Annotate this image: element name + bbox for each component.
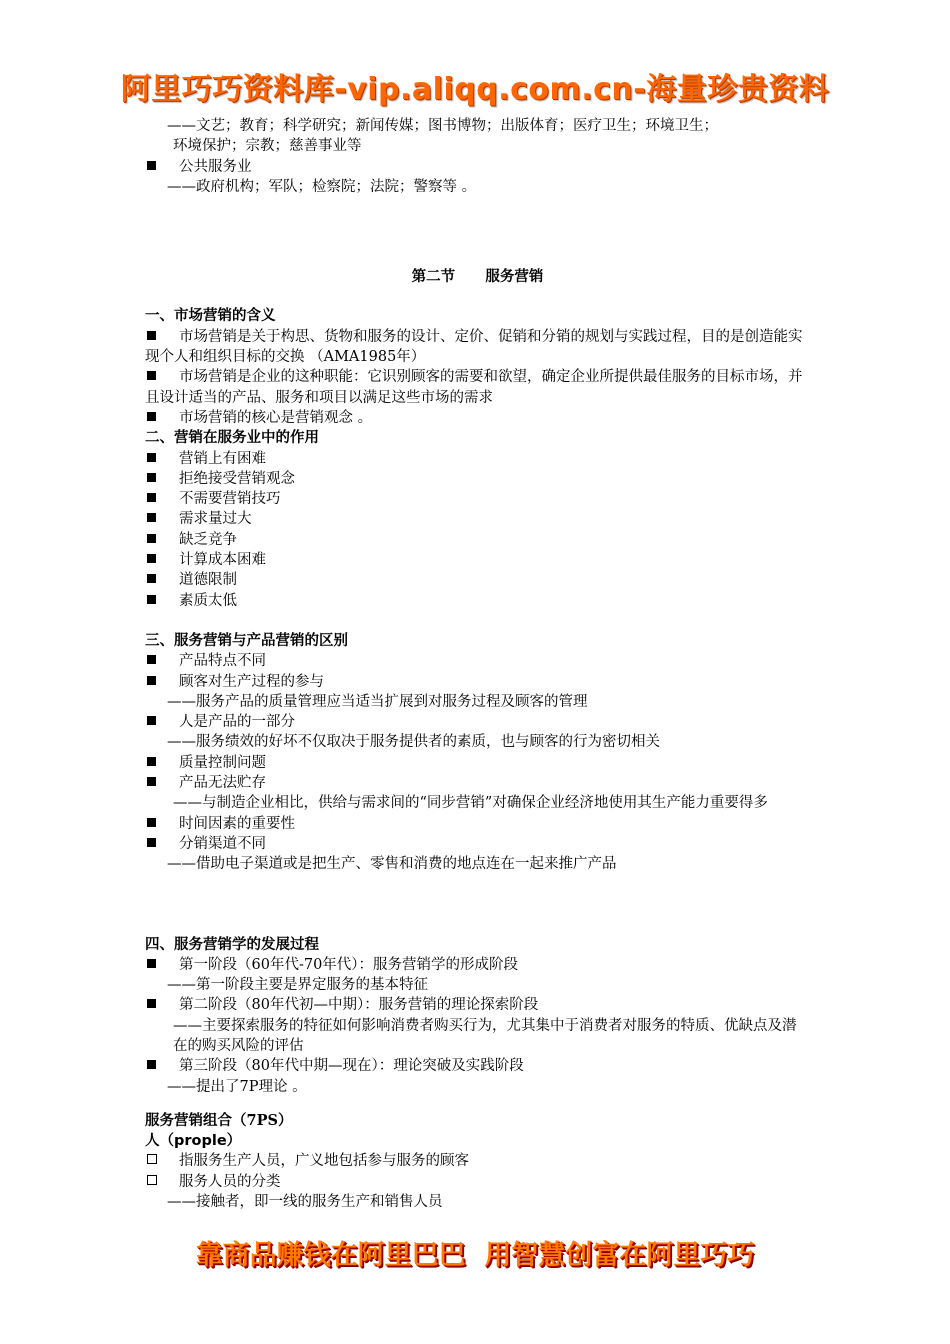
bullet-icon — [145, 712, 179, 732]
text-line: ——接触者，即一线的服务生产和销售人员 — [167, 1194, 443, 1211]
list-item: 产品特点不同 — [145, 651, 810, 671]
bullet-icon — [145, 449, 179, 469]
list-item: 素质太低 — [145, 591, 810, 611]
list-item: 不需要营销技巧 — [145, 489, 810, 509]
bullet-icon — [145, 834, 179, 854]
list-item: 指服务生产人员，广义地包括参与服务的顾客 — [145, 1151, 810, 1171]
list-item: 时间因素的重要性 — [145, 814, 810, 834]
text-line: ——第一阶段主要是界定服务的基本特征 — [167, 977, 428, 994]
list-item: 道德限制 — [145, 570, 810, 590]
text-line: 环境保护；宗教；慈善事业等 — [173, 138, 362, 155]
list-item: 第三阶段（80年代中期—现在）：理论突破及实践阶段 — [145, 1056, 810, 1076]
list-item: 公共服务业 — [145, 157, 810, 177]
text-line: ——借助电子渠道或是把生产、零售和消费的地点连在一起来推广产品 — [167, 856, 617, 873]
bullet-icon — [145, 591, 179, 611]
checkbox-bullet-icon — [145, 1151, 179, 1171]
footer-banner: 靠商品赚钱在阿里巴巴 用智慧创富在阿里巧巧 — [195, 1240, 755, 1271]
header-banner: 阿里巧巧资料库-vip.aliqq.com.cn-海量珍贵资料 — [120, 72, 830, 107]
section-heading: 一、市场营销的含义 — [145, 307, 276, 325]
list-item: 计算成本困难 — [145, 550, 810, 570]
sub-heading: 人（prople） — [145, 1133, 242, 1150]
section-heading: 服务营销组合（7PS） — [145, 1111, 293, 1129]
bullet-icon — [145, 570, 179, 590]
text-line: ——主要探索服务的特征如何影响消费者购买行为，尤其集中于消费者对服务的特质、优缺点及潜在的购买风险的评估 — [173, 1017, 797, 1054]
text-line: ——文艺；教育；科学研究；新闻传媒；图书博物；出版体育；医疗卫生；环境卫生； — [167, 118, 718, 134]
checkbox-bullet-icon — [145, 1172, 179, 1192]
text-line: ——服务产品的质量管理应当适当扩展到对服务过程及顾客的管理 — [167, 693, 588, 710]
list-item: 拒绝接受营销观念 — [145, 469, 810, 489]
bullet-icon — [145, 753, 179, 773]
bullet-icon — [145, 550, 179, 570]
bullet-icon — [145, 530, 179, 550]
list-item: 服务人员的分类 — [145, 1172, 810, 1192]
list-item: 产品无法贮存 — [145, 773, 810, 793]
list-item: 第一阶段（60年代-70年代）：服务营销学的形成阶段 — [145, 955, 810, 975]
bullet-icon — [145, 672, 179, 692]
list-item: 营销上有困难 — [145, 449, 810, 469]
bullet-icon — [145, 995, 179, 1015]
bullet-icon — [145, 367, 179, 387]
list-item: 第二阶段（80年代初—中期）：服务营销的理论探索阶段 — [145, 995, 810, 1015]
list-item: 质量控制问题 — [145, 753, 810, 773]
bullet-icon — [145, 408, 179, 428]
text-line: ——政府机构；军队；检察院；法院；警察等 。 — [167, 178, 477, 195]
bullet-icon — [145, 489, 179, 509]
bullet-icon — [145, 509, 179, 529]
document-body — [145, 116, 810, 1212]
list-item: 人是产品的一部分 — [145, 712, 810, 732]
list-item: 缺乏竞争 — [145, 530, 810, 550]
text-line: ——与制造企业相比，供给与需求间的“同步营销”对确保企业经济地使用其生产能力重要得多 — [173, 795, 768, 812]
section-heading: 三、服务营销与产品营销的区别 — [145, 631, 348, 649]
bullet-icon — [145, 1056, 179, 1076]
bullet-icon — [145, 327, 179, 347]
section-heading: 四、服务营销学的发展过程 — [145, 935, 319, 953]
bullet-icon — [145, 157, 179, 177]
list-item: 市场营销是企业的这种职能：它识别顾客的需要和欲望，确定企业所提供最佳服务的目标市场，并且设计适当的产品、服务和项目以满足这些市场的需求 — [145, 369, 803, 406]
section-title: 第二节 服务营销 — [411, 268, 544, 286]
text-line: ——提出了7P理论 。 — [167, 1078, 307, 1095]
bullet-icon — [145, 814, 179, 834]
bullet-icon — [145, 469, 179, 489]
section-heading: 二、营销在服务业中的作用 — [145, 429, 319, 447]
list-item: 需求量过大 — [145, 509, 810, 529]
text-line: ——服务绩效的好坏不仅取决于服务提供者的素质，也与顾客的行为密切相关 — [167, 734, 660, 751]
list-item: 顾客对生产过程的参与 — [145, 672, 810, 692]
list-item: 分销渠道不同 — [145, 834, 810, 854]
bullet-icon — [145, 651, 179, 671]
bullet-icon — [145, 773, 179, 793]
bullet-icon — [145, 955, 179, 975]
list-item: 市场营销是关于构思、货物和服务的设计、定价、促销和分销的规划与实践过程，目的是创造能实现个人和组织目标的交换 （AMA1985年） — [145, 328, 803, 366]
list-item: 市场营销的核心是营销观念 。 — [145, 408, 810, 428]
